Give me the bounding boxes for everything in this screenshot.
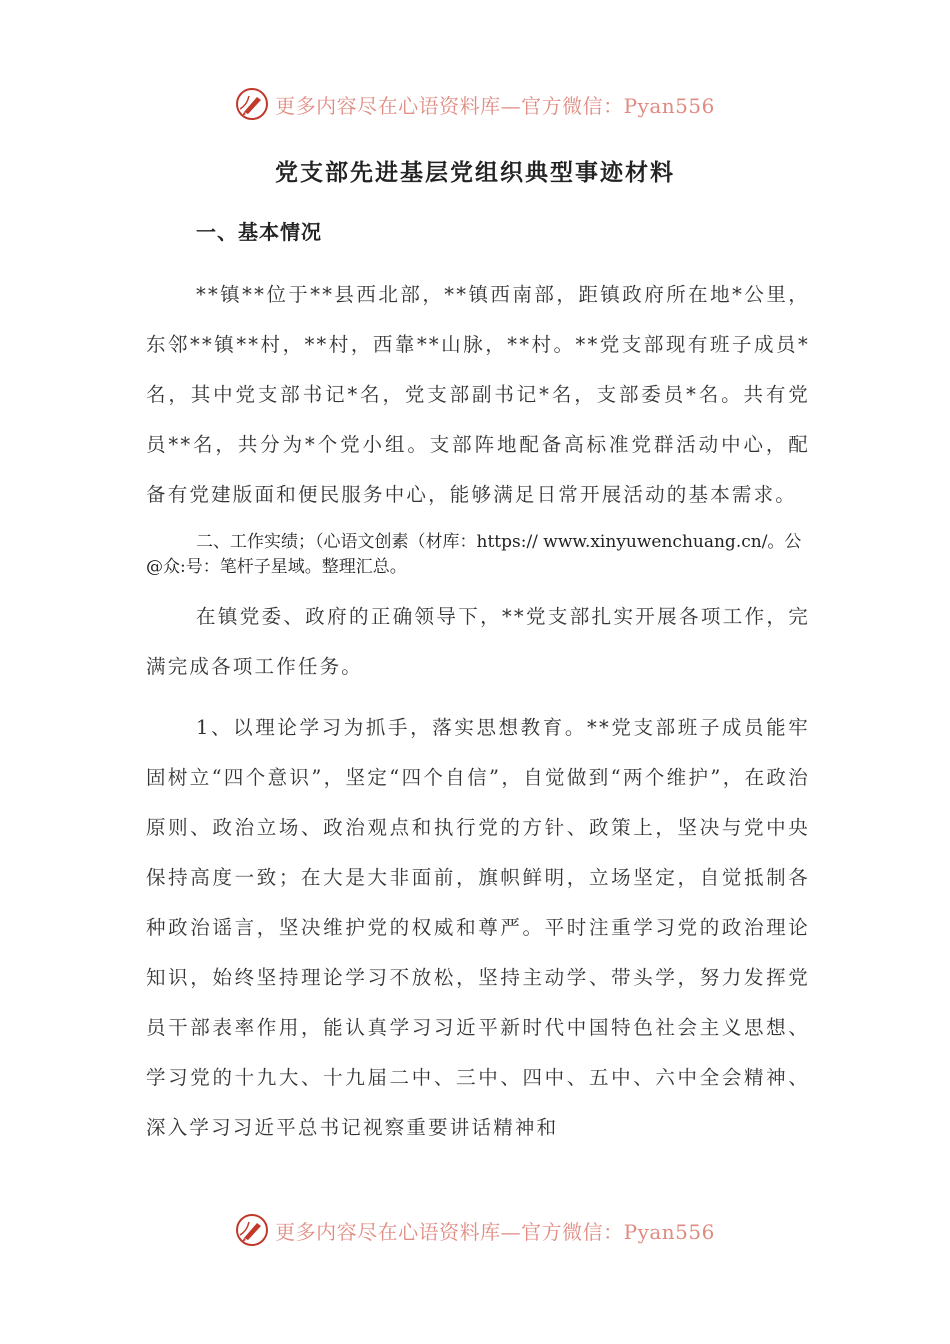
document-title: 党支部先进基层党组织典型事迹材料 [275,159,675,186]
paragraph-basic-situation: **镇**位于**县西北部，**镇西南部，距镇政府所在地*公里，东邻**镇**村，**村，西靠**山脉，**村。**党支部现有班子成员*名，其中党支部书记*名，党支部副书记*名，支部委员*名。共有党员**名，共分为*个党小组。支部阵地配备高标准党群活动中心，配备有党建版面和便民服务中心，能够满足日常开展活动的基本需求。 [146,283,810,506]
header-watermark-banner [0,84,950,124]
paragraph-work-intro: 在镇党委、政府的正确领导下，**党支部扎实开展各项工作，完满完成各项工作任务。 [146,605,810,678]
pen-nib-logo-icon [235,1213,269,1247]
section-heading-basic-situation: 一、基本情况 [196,220,322,244]
pen-nib-logo-icon [235,87,269,121]
paragraph-theory-study: 1、以理论学习为抓手，落实思想教育。**党支部班子成员能牢固树立“四个意识”，坚定“四个自信”，自觉做到“两个维护”，在政治原则、政治立场、政治观点和执行党的方针、政策上，坚决与党中央保持高度一致；在大是大非面前，旗帜鲜明，立场坚定，自觉抵制各种政治谣言，坚决维护党的权威和尊严。平时注重学习党的政治理论知识，始终坚持理论学习不放松，坚持主动学、带头学，努力发挥党员干部表率作用，能认真学习习近平新时代中国特色社会主义思想、学习党的十九大、十九届二中、三中、四中、五中、六中全会精神、深入学习习近平总书记视察重要讲话精神和 [146,716,810,1139]
watermark-text: 更多内容尽在心语资料库—官方微信：Pyan556 [275,1219,715,1244]
watermark-text: 更多内容尽在心语资料库—官方微信：Pyan556 [275,93,715,118]
footer-watermark-banner [0,1210,950,1250]
section-heading-work-achievements: 二、工作实绩；（心语文创素（材库：https:// www.xinyuwenchuang.cn/。公@众:号：笔杆子星域。整理汇总。 [146,532,802,577]
